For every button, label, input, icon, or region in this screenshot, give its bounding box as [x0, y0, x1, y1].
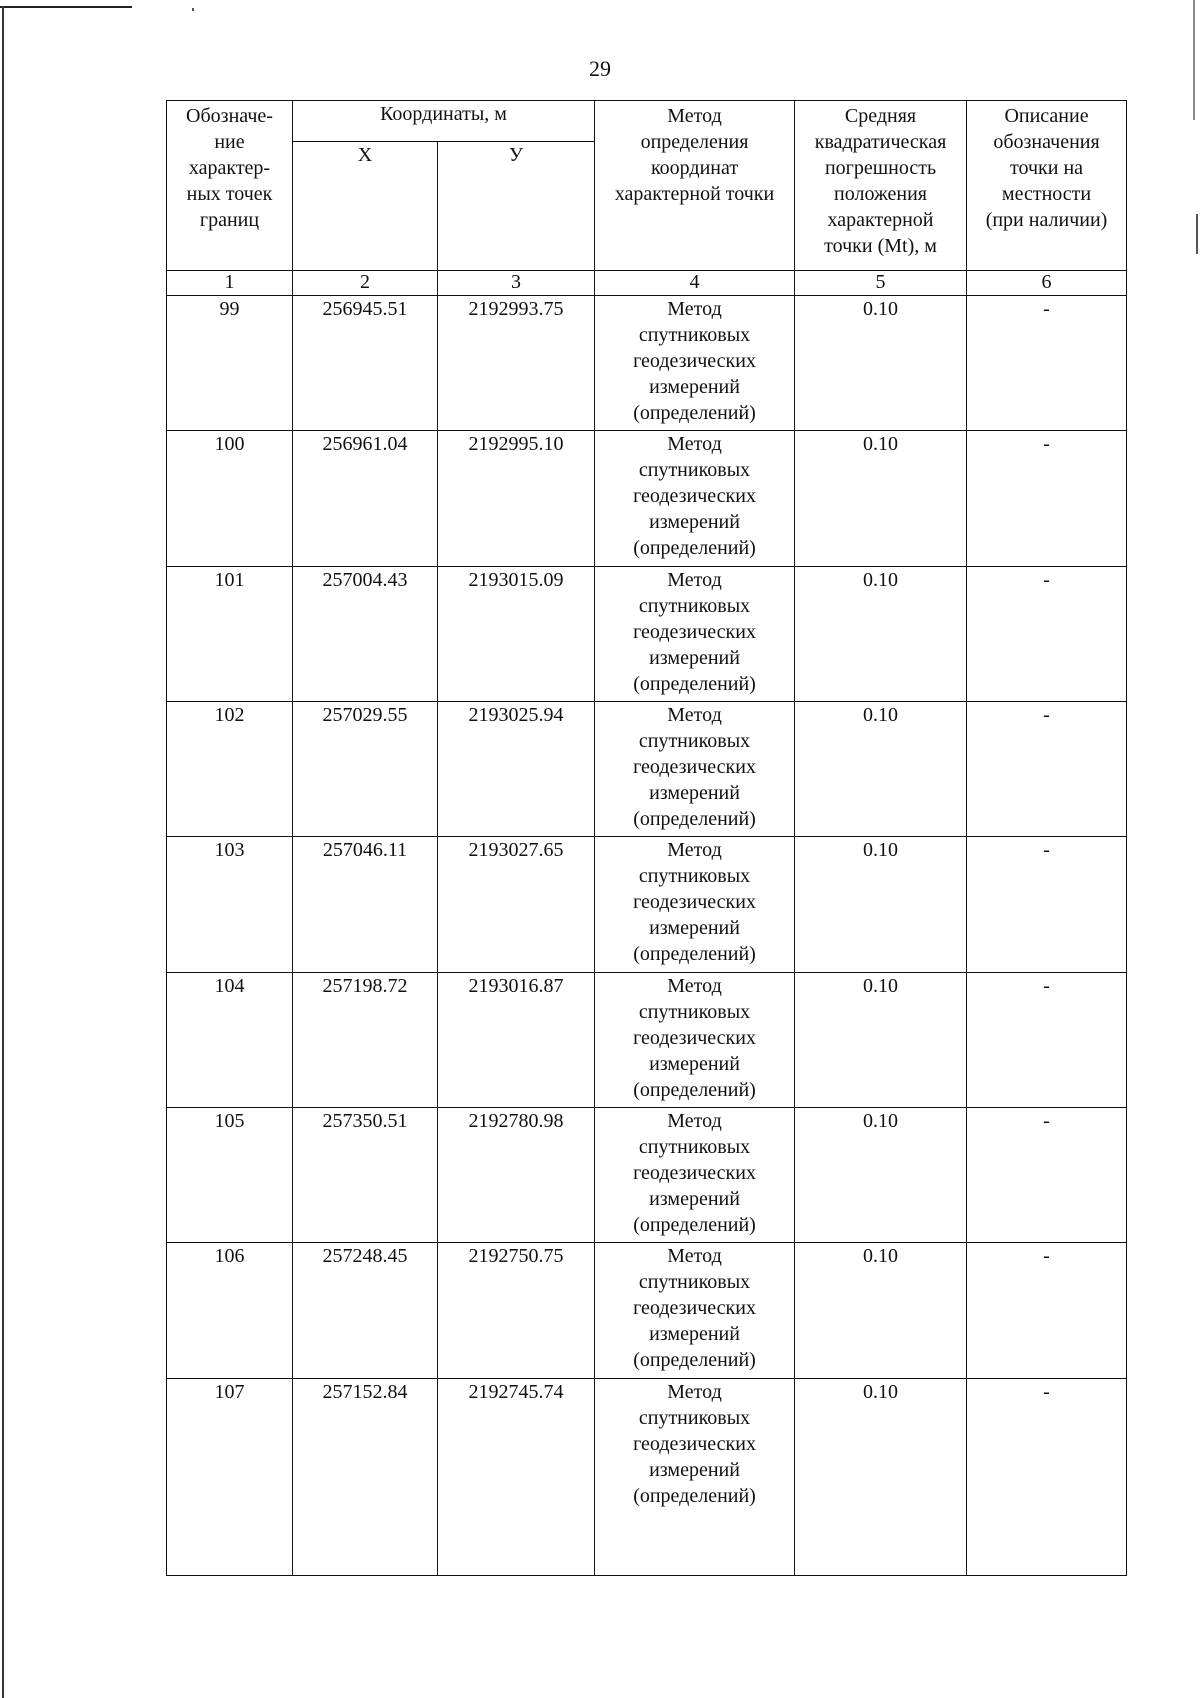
method-cell — [595, 701, 795, 836]
x-coordinate-cell: 257248.45 — [293, 1243, 438, 1378]
column-number: 3 — [438, 271, 595, 296]
method-line: спутниковых — [638, 1135, 751, 1158]
method-line: Метод — [667, 1109, 722, 1132]
method-line: измерений — [649, 511, 740, 534]
method-line: спутниковых — [638, 324, 751, 346]
description-cell: - — [967, 837, 1127, 972]
point-number-cell: 105 — [167, 1107, 293, 1242]
method-line: (определений) — [633, 1213, 756, 1236]
description-cell: - — [967, 1378, 1127, 1576]
table-row — [167, 972, 1127, 1107]
method-cell — [595, 431, 795, 566]
method-line: измерений — [649, 781, 740, 804]
column-number: 4 — [595, 271, 795, 296]
method-line: Метод — [667, 1245, 722, 1268]
method-line: спутниковых — [638, 459, 751, 482]
table-row — [167, 701, 1127, 836]
point-number-cell: 102 — [167, 701, 293, 836]
method-cell — [595, 1243, 795, 1378]
method-line: измерений — [649, 1323, 740, 1346]
method-line: спутниковых — [638, 1406, 751, 1429]
x-coordinate-cell: 256945.51 — [293, 296, 438, 431]
method-cell — [595, 972, 795, 1107]
method-cell — [595, 296, 795, 431]
mean-error-cell: 0.10 — [795, 837, 967, 972]
column-number: 5 — [795, 271, 967, 296]
table-row — [167, 566, 1127, 701]
mean-error-cell: 0.10 — [795, 972, 967, 1107]
description-cell: - — [967, 1243, 1127, 1378]
header-method: Метод определения координат характерной точки — [595, 101, 795, 271]
method-cell — [595, 1378, 795, 1576]
method-line: геодезических — [633, 350, 756, 372]
point-number-cell: 103 — [167, 837, 293, 972]
page-number: 29 — [589, 56, 611, 81]
y-coordinate-cell: 2193027.65 — [438, 837, 595, 972]
method-line: измерений — [649, 917, 740, 940]
description-cell: - — [967, 972, 1127, 1107]
header-description: Описание обозначения точки на местности (при наличии) — [967, 101, 1127, 271]
method-line: Метод — [667, 568, 722, 591]
method-line: геодезических — [633, 1297, 756, 1320]
point-number-cell: 101 — [167, 566, 293, 701]
mean-error-cell: 0.10 — [795, 431, 967, 566]
method-line: Метод — [667, 433, 722, 456]
point-number-cell: 106 — [167, 1243, 293, 1378]
table-body — [167, 296, 1127, 1576]
x-coordinate-cell: 257350.51 — [293, 1107, 438, 1242]
method-cell — [595, 837, 795, 972]
method-line: измерений — [649, 1052, 740, 1075]
y-coordinate-cell: 2192993.75 — [438, 296, 595, 431]
y-coordinate-cell: 2193016.87 — [438, 972, 595, 1107]
mean-error-cell: 0.10 — [795, 1378, 967, 1576]
point-number-cell: 107 — [167, 1378, 293, 1576]
method-line: геодезических — [633, 755, 756, 778]
description-cell: - — [967, 296, 1127, 431]
method-line: спутниковых — [638, 594, 751, 617]
x-coordinate-cell: 257152.84 — [293, 1378, 438, 1576]
mean-error-cell: 0.10 — [795, 566, 967, 701]
y-coordinate-cell: 2193025.94 — [438, 701, 595, 836]
table-row — [167, 1378, 1127, 1576]
method-line: Метод — [667, 703, 722, 726]
method-line: геодезических — [633, 1026, 756, 1049]
method-line: (определений) — [633, 402, 756, 424]
method-line: измерений — [649, 646, 740, 669]
x-coordinate-cell: 256961.04 — [293, 431, 438, 566]
method-line: спутниковых — [638, 865, 751, 888]
scan-border-left — [2, 6, 4, 1698]
method-line: (определений) — [633, 537, 756, 560]
method-line: геодезических — [633, 485, 756, 508]
table-row — [167, 837, 1127, 972]
scan-speck — [192, 8, 194, 11]
method-cell — [595, 566, 795, 701]
method-line: измерений — [649, 376, 740, 398]
table-row — [167, 1107, 1127, 1242]
y-coordinate-cell: 2192750.75 — [438, 1243, 595, 1378]
method-line: геодезических — [633, 1432, 756, 1455]
point-number-cell: 104 — [167, 972, 293, 1107]
method-line: (определений) — [633, 672, 756, 695]
method-line: Метод — [667, 974, 722, 997]
method-line: геодезических — [633, 1161, 756, 1184]
scan-border-top — [0, 6, 132, 8]
mean-error-cell: 0.10 — [795, 1107, 967, 1242]
method-line: (определений) — [633, 1078, 756, 1101]
table-row — [167, 431, 1127, 566]
method-line: (определений) — [633, 1349, 756, 1372]
method-line: спутниковых — [638, 1000, 751, 1023]
method-line: Метод — [667, 1380, 722, 1403]
column-number-row — [167, 271, 1127, 296]
x-coordinate-cell: 257029.55 — [293, 701, 438, 836]
scan-mark — [1196, 214, 1198, 254]
description-cell: - — [967, 431, 1127, 566]
description-cell: - — [967, 701, 1127, 836]
method-line: измерений — [649, 1458, 740, 1481]
y-coordinate-cell: 2192780.98 — [438, 1107, 595, 1242]
description-cell: - — [967, 566, 1127, 701]
table-row — [167, 1243, 1127, 1378]
description-cell: - — [967, 1107, 1127, 1242]
point-number-cell: 100 — [167, 431, 293, 566]
method-line: геодезических — [633, 620, 756, 643]
column-number: 2 — [293, 271, 438, 296]
header-point-designation: Обозначе- ние характер- ных точек границ — [167, 101, 293, 271]
x-coordinate-cell: 257198.72 — [293, 972, 438, 1107]
column-number: 1 — [167, 271, 293, 296]
y-coordinate-cell: 2192745.74 — [438, 1378, 595, 1576]
x-coordinate-cell: 257046.11 — [293, 837, 438, 972]
method-line: (определений) — [633, 943, 756, 966]
method-line: спутниковых — [638, 729, 751, 752]
coordinates-table — [166, 100, 1127, 1576]
mean-error-cell: 0.10 — [795, 1243, 967, 1378]
method-line: измерений — [649, 1187, 740, 1210]
header-y: У — [438, 142, 595, 271]
header-coordinates: Координаты, м — [293, 101, 595, 142]
x-coordinate-cell: 257004.43 — [293, 566, 438, 701]
header-mean-error: Средняя квадратическая погрешность положения характерной точки (Mt), м — [795, 101, 967, 271]
y-coordinate-cell: 2192995.10 — [438, 431, 595, 566]
mean-error-cell: 0.10 — [795, 701, 967, 836]
mean-error-cell: 0.10 — [795, 296, 967, 431]
method-line: Метод — [667, 298, 722, 320]
point-number-cell: 99 — [167, 296, 293, 431]
method-line: (определений) — [633, 807, 756, 830]
method-cell — [595, 1107, 795, 1242]
column-number: 6 — [967, 271, 1127, 296]
header-row — [167, 101, 1127, 142]
table-row — [167, 296, 1127, 431]
method-line: Метод — [667, 839, 722, 862]
y-coordinate-cell: 2193015.09 — [438, 566, 595, 701]
method-line: (определений) — [633, 1484, 756, 1507]
header-x: X — [293, 142, 438, 271]
method-line: спутниковых — [638, 1271, 751, 1294]
method-line: геодезических — [633, 891, 756, 914]
